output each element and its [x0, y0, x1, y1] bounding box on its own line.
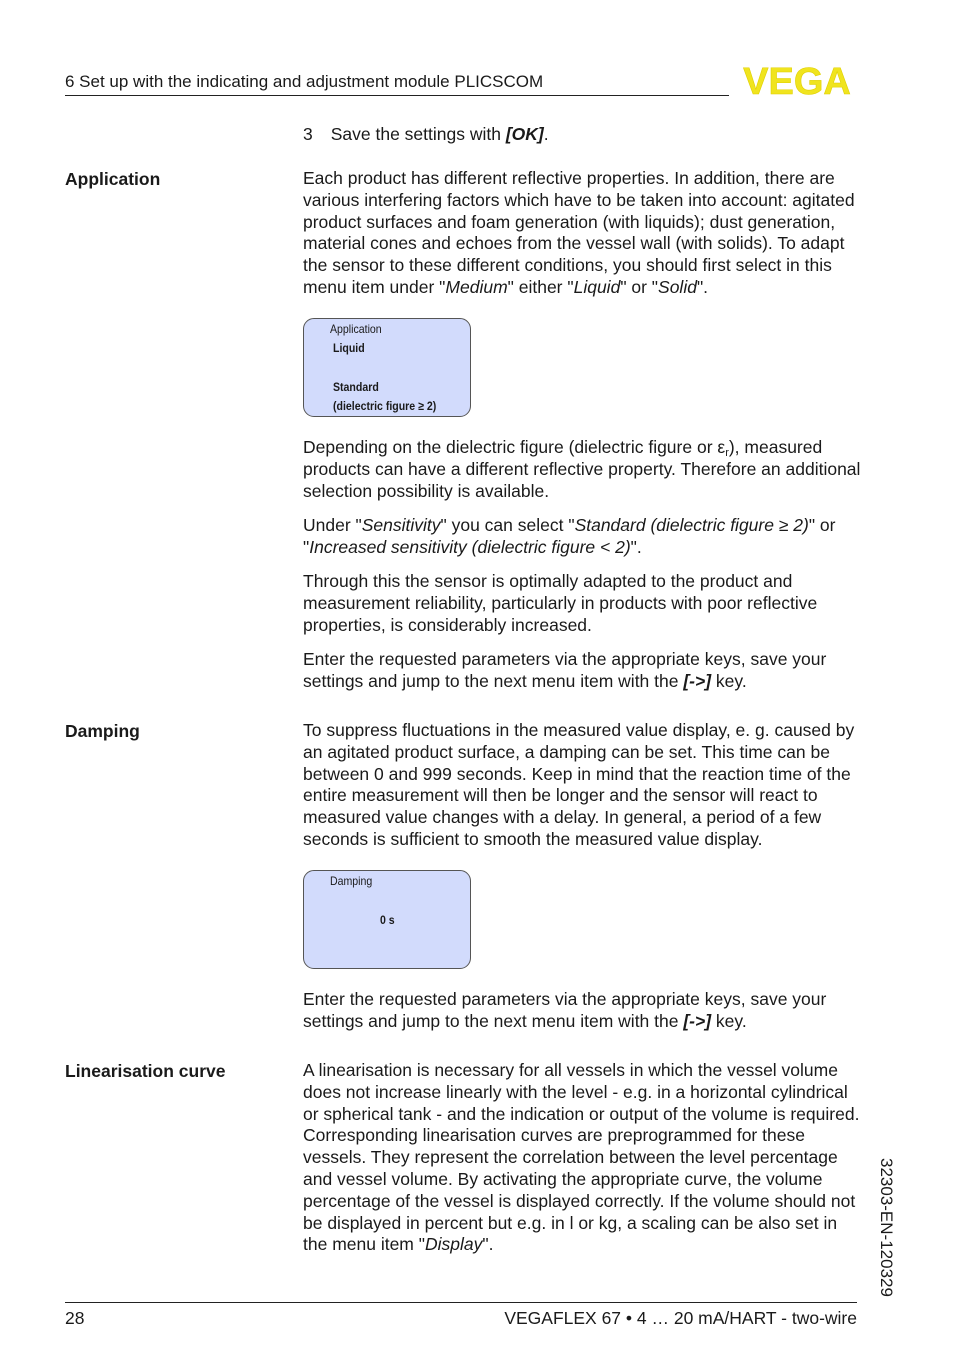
- damping-paragraph-2: Enter the requested parameters via the appropriate keys, save your settings and jump to the next menu item with the [->] key.: [303, 989, 827, 1031]
- chapter-header: 6 Set up with the indicating and adjustment module PLICSCOM: [65, 72, 544, 91]
- display-title: Damping: [330, 874, 373, 888]
- ok-key: [OK]: [505, 124, 544, 144]
- application-heading: Application: [65, 169, 161, 189]
- linearisation-heading: Linearisation curve: [65, 1061, 226, 1081]
- display-medium-value: Liquid: [333, 341, 365, 355]
- damping-display: [303, 870, 471, 969]
- next-key: [->]: [683, 1010, 712, 1031]
- application-paragraph-3: Under "Sensitivity" you can select "Standard (dielectric figure ≥ 2)" or "Increased sensitivity (dielectric figure < 2)".: [303, 515, 836, 557]
- display-title: Application: [330, 322, 382, 336]
- display-sensitivity-detail: (dielectric figure ≥ 2): [333, 399, 437, 413]
- application-paragraph-1: Each product has different reflective properties. In addition, there are various interfering factors which have to be taken into account: agitated product surfaces and foam generation (with liquids); dust generation, material cones and echoes from the vessel wall (with solids). To adapt the sensor to these different conditions, you should first select in this menu item under "Medium" either "Liquid" or "Solid".: [303, 168, 855, 297]
- application-paragraph-5: Enter the requested parameters via the appropriate keys, save your settings and jump to the next menu item with the [->] key.: [303, 649, 827, 691]
- display-damping-value: 0 s: [380, 913, 395, 927]
- damping-heading: Damping: [65, 721, 140, 741]
- vega-logo: [735, 64, 859, 98]
- application-paragraph-2: Depending on the dielectric figure (dielectric figure or $\varepsilon_r$), measured products can have a different reflective property. Therefore an additional selection possibility is available.: [303, 437, 861, 501]
- next-key: [->]: [683, 670, 712, 691]
- linearisation-paragraph-1: A linearisation is necessary for all vessels in which the vessel volume does not increase linearly with the level - e.g. in a horizontal cylindrical or spherical tank - and the indication or output of the volume is required. Corresponding linearisation curves are preprogrammed for these vessels. They represent the correlation between the level percentage and vessel volume. By activating the appropriate curve, the volume percentage of the vessel is displayed correctly. If the volume should not be displayed in percent but e.g. in l or kg, a scaling can be also set in the menu item "Display".: [303, 1060, 860, 1255]
- footer-title: VEGAFLEX 67 • 4 … 20 mA/HART - two-wire: [504, 1308, 857, 1328]
- application-paragraph-4: Through this the sensor is optimally adapted to the product and measurement reliability, particularly in products with poor reflective properties, is considerably increased.: [303, 571, 818, 635]
- display-sensitivity-value: Standard: [333, 380, 379, 394]
- header-divider: [65, 95, 729, 96]
- step-number: 3: [303, 124, 313, 144]
- page-number: 28: [65, 1308, 85, 1328]
- damping-paragraph-1: To suppress fluctuations in the measured value display, e. g. caused by an agitated product surface, a damping can be set. This time can be between 0 and 999 seconds. Keep in mind that the reaction time of the entire measurement will then be longer and the sensor will react to measured value changes with a delay. In general, a period of a few seconds is sufficient to smooth the measured value display.: [303, 720, 855, 849]
- document-id: 32303-EN-120329: [877, 1158, 896, 1297]
- footer-divider: [65, 1302, 857, 1303]
- vega-logo-text: VEGA: [743, 64, 851, 98]
- application-display: [303, 318, 471, 417]
- step-3: 3 Save the settings with [OK].: [303, 124, 549, 144]
